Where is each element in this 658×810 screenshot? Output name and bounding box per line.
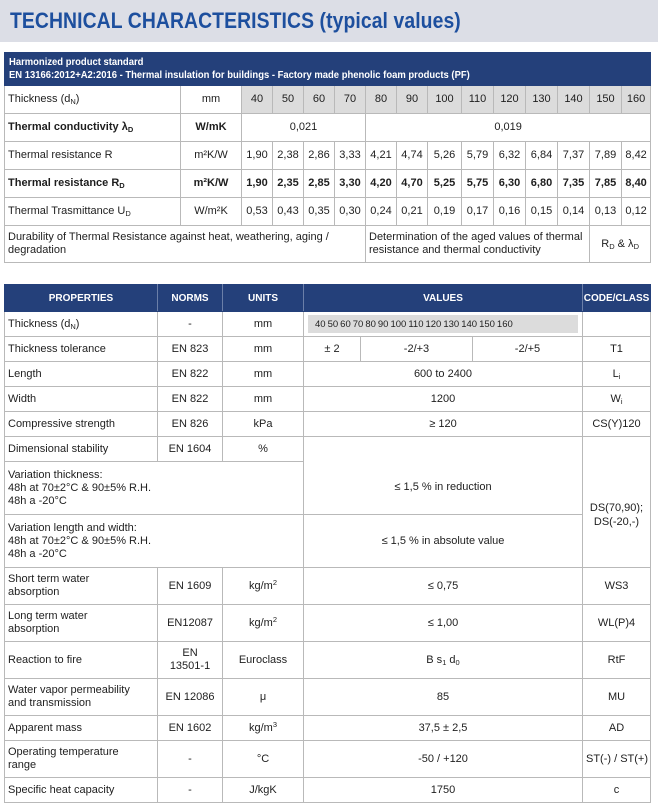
value-cell: 5,79 (462, 142, 494, 170)
value-cell: 90 (377, 319, 389, 330)
row-label: Length (5, 362, 158, 387)
value-cell: 40 (242, 86, 273, 114)
table-row (5, 387, 651, 412)
table-row (5, 741, 651, 778)
value-cell: 0,15 (526, 198, 558, 226)
unit-cell: °C (223, 741, 304, 778)
norm-cell: - (158, 312, 223, 337)
value-cell: 60 (304, 86, 335, 114)
value-cell: 0,14 (558, 198, 590, 226)
value-cell: 2,85 (304, 170, 335, 198)
norm-cell: EN 826 (158, 412, 223, 437)
code-cell: $W_i$ (583, 387, 651, 412)
code-cell: AD (583, 716, 651, 741)
value-cell: 0,21 (397, 198, 428, 226)
value-cell: 140 (461, 319, 478, 330)
header-code: CODE/CLASS (583, 285, 651, 312)
code-cell: c (583, 778, 651, 803)
norm-cell: EN 12086 (158, 679, 223, 716)
value-cell: 6,80 (526, 170, 558, 198)
standard-line-2: EN 13166:2012+A2:2016 - Thermal insulation for buildings - Factory made phenolic foam products (PF) (9, 69, 470, 81)
value-cell: 5,25 (428, 170, 462, 198)
row-label: Water vapor permeability and transmission (5, 679, 158, 716)
header-row (5, 285, 651, 312)
value-cell: 50 (273, 86, 304, 114)
code-cell: MU (583, 679, 651, 716)
value-cell: 6,30 (494, 170, 526, 198)
value-cell: 3,33 (335, 142, 366, 170)
row-label: Apparent mass (5, 716, 158, 741)
row-label: Thickness $(d_N)$ (5, 86, 181, 114)
value-cell: 8,40 (622, 170, 651, 198)
thickness-values-cell (304, 312, 583, 337)
value-cell: -50 / +120 (304, 741, 583, 778)
unit-cell: mm (181, 86, 242, 114)
row-label: Reaction to fire (5, 642, 158, 679)
value-cell: 160 (496, 319, 513, 330)
unit-cell: J/kgK (223, 778, 304, 803)
code-cell: WS3 (583, 568, 651, 605)
value-cell: 6,32 (494, 142, 526, 170)
table-row (5, 412, 651, 437)
norm-cell: EN 1602 (158, 716, 223, 741)
page-title: TECHNICAL CHARACTERISTICS (typical values) (10, 8, 461, 33)
value-cell: ≥ 120 (304, 412, 583, 437)
value-cell: 100 (390, 319, 407, 330)
standard-header (5, 53, 651, 86)
code-cell: ST(-) / ST(+) (583, 741, 651, 778)
value-cell: ≤ 0,75 (304, 568, 583, 605)
code-cell: CS(Y)120 (583, 412, 651, 437)
unit-cell: $kg/m^2$ (223, 568, 304, 605)
table-row (5, 679, 651, 716)
norm-cell: EN 1609 (158, 568, 223, 605)
value-cell: 5,75 (462, 170, 494, 198)
header-norms: NORMS (158, 285, 223, 312)
value-cell: 7,85 (590, 170, 622, 198)
value-cell: 0,16 (494, 198, 526, 226)
value-cell: 60 (340, 319, 351, 330)
thermal-characteristics-table (4, 52, 651, 263)
value-cell: 130 (443, 319, 460, 330)
value-cell: B $s_1$ $d_0$ (304, 642, 583, 679)
table-row (5, 605, 651, 642)
value-cell: 4,20 (366, 170, 397, 198)
row-label: Compressive strength (5, 412, 158, 437)
value-cell: 150 (590, 86, 622, 114)
dimensional-values-cell (304, 437, 583, 568)
value-cell: 90 (397, 86, 428, 114)
value-cell: 0,021 (242, 114, 366, 142)
norm-cell: EN 13501-1 (158, 642, 223, 679)
unit-cell: % (223, 437, 304, 462)
unit-cell: mm (223, 362, 304, 387)
norm-cell: EN 1604 (158, 437, 223, 462)
page-header (0, 0, 658, 42)
row-label: Specific heat capacity (5, 778, 158, 803)
unit-cell: kPa (223, 412, 304, 437)
value-cell: ≤ 1,5 % in absolute value (381, 535, 505, 547)
value-cell: 5,26 (428, 142, 462, 170)
value-cell: 0,12 (622, 198, 651, 226)
value-cell: 7,35 (558, 170, 590, 198)
value-cell: 1,90 (242, 170, 273, 198)
value-cell: 110 (462, 86, 494, 114)
unit-cell: Euroclass (223, 642, 304, 679)
aged-values-cell: $R_D$ & $\lambda_D$ (590, 226, 651, 263)
table-row (5, 568, 651, 605)
table-row (5, 778, 651, 803)
value-cell: 120 (425, 319, 442, 330)
value-cell: 70 (335, 86, 366, 114)
value-cell: 0,17 (462, 198, 494, 226)
value-cell: 140 (558, 86, 590, 114)
value-cell: 8,42 (622, 142, 651, 170)
unit-cell: $kg/m^2$ (223, 605, 304, 642)
value-cell: 160 (622, 86, 651, 114)
value-cell: 0,19 (428, 198, 462, 226)
norm-cell: EN 822 (158, 362, 223, 387)
row-label: Short term water absorption (5, 568, 158, 605)
row-label: Thickness $(d_N)$ (5, 312, 158, 337)
code-cell: T1 (583, 337, 651, 362)
row-label: Thermal Trasmittance $U_D$ (5, 198, 181, 226)
unit-cell: m²K/W (181, 170, 242, 198)
table-row (5, 716, 651, 741)
determination-text: Determination of the aged values of thermal resistance and thermal conductivity (366, 226, 590, 263)
table-row (5, 114, 651, 142)
row-label: Thermal conductivity $\lambda_D$ (5, 114, 181, 142)
standard-line-1: Harmonized product standard (9, 56, 144, 68)
durability-text: Durability of Thermal Resistance against heat, weathering, aging / degradation (5, 226, 366, 263)
value-cell: 70 (352, 319, 364, 330)
value-cell: 130 (526, 86, 558, 114)
value-cell: 7,89 (590, 142, 622, 170)
unit-cell: mm (223, 337, 304, 362)
value-cell: 3,30 (335, 170, 366, 198)
value-cell: 6,84 (526, 142, 558, 170)
unit-cell: m²K/W (181, 142, 242, 170)
table-row (5, 198, 651, 226)
value-cell: 80 (366, 86, 397, 114)
norm-cell: EN 822 (158, 387, 223, 412)
unit-cell: W/m²K (181, 198, 242, 226)
value-cell: 1200 (304, 387, 583, 412)
value-cell: 0,019 (366, 114, 651, 142)
row-label: Dimensional stability (5, 437, 158, 462)
code-cell: WL(P)4 (583, 605, 651, 642)
row-label: Thermal resistance R (5, 142, 181, 170)
table-row (5, 226, 651, 263)
table-row (5, 362, 651, 387)
row-label: Variation length and width: 48h at 70±2°C & 90±5% R.H. 48h a -20°C (5, 515, 304, 568)
value-cell: -2/+5 (473, 337, 583, 362)
row-label: Long term water absorption (5, 605, 158, 642)
value-cell: 4,74 (397, 142, 428, 170)
value-cell: 0,53 (242, 198, 273, 226)
code-cell: $L_i$ (583, 362, 651, 387)
value-cell: 600 to 2400 (304, 362, 583, 387)
value-cell: 2,86 (304, 142, 335, 170)
value-cell: 0,24 (366, 198, 397, 226)
table-row (5, 142, 651, 170)
unit-cell: W/mK (181, 114, 242, 142)
value-cell: 0,13 (590, 198, 622, 226)
value-cell: ≤ 1,5 % in reduction (304, 461, 582, 515)
value-cell: 120 (494, 86, 526, 114)
value-cell: 2,35 (273, 170, 304, 198)
header-values: VALUES (304, 285, 583, 312)
table-row (5, 86, 651, 114)
value-cell: 110 (408, 319, 424, 330)
norm-cell: EN 823 (158, 337, 223, 362)
unit-cell: $kg/m^3$ (223, 716, 304, 741)
value-cell: 0,35 (304, 198, 335, 226)
table-row (5, 312, 651, 337)
value-cell: ± 2 (304, 337, 361, 362)
value-cell: -2/+3 (361, 337, 473, 362)
code-cell: RtF (583, 642, 651, 679)
value-cell: 0,30 (335, 198, 366, 226)
value-cell: ≤ 1,00 (304, 605, 583, 642)
value-cell: 80 (365, 319, 376, 330)
norm-cell: - (158, 778, 223, 803)
row-label: Thermal resistance $R_D$ (5, 170, 181, 198)
unit-cell: mm (223, 387, 304, 412)
value-cell: 7,37 (558, 142, 590, 170)
table-row (5, 437, 651, 462)
header-properties: PROPERTIES (5, 285, 158, 312)
value-cell: 1750 (304, 778, 583, 803)
value-cell: 40 (315, 319, 326, 330)
code-cell (583, 312, 651, 337)
unit-cell: μ (223, 679, 304, 716)
norm-cell: - (158, 741, 223, 778)
table-row (5, 337, 651, 362)
code-cell: DS(70,90); DS(-20,-) (583, 437, 651, 568)
value-cell: 1,90 (242, 142, 273, 170)
value-cell: 2,38 (273, 142, 304, 170)
value-cell: 100 (428, 86, 462, 114)
value-cell: 37,5 ± 2,5 (304, 716, 583, 741)
value-cell: 4,70 (397, 170, 428, 198)
row-label: Width (5, 387, 158, 412)
row-label: Variation thickness: 48h at 70±2°C & 90±5% R.H. 48h a -20°C (5, 462, 304, 515)
value-cell: 4,21 (366, 142, 397, 170)
norm-cell: EN12087 (158, 605, 223, 642)
value-cell: 150 (479, 319, 495, 330)
value-cell: 85 (304, 679, 583, 716)
row-label: Operating temperature range (5, 741, 158, 778)
properties-table (4, 284, 651, 803)
row-label: Thickness tolerance (5, 337, 158, 362)
table-row (5, 642, 651, 679)
value-cell: 50 (327, 319, 339, 330)
table-row (5, 170, 651, 198)
header-units: UNITS (223, 285, 304, 312)
value-cell: 0,43 (273, 198, 304, 226)
unit-cell: mm (223, 312, 304, 337)
